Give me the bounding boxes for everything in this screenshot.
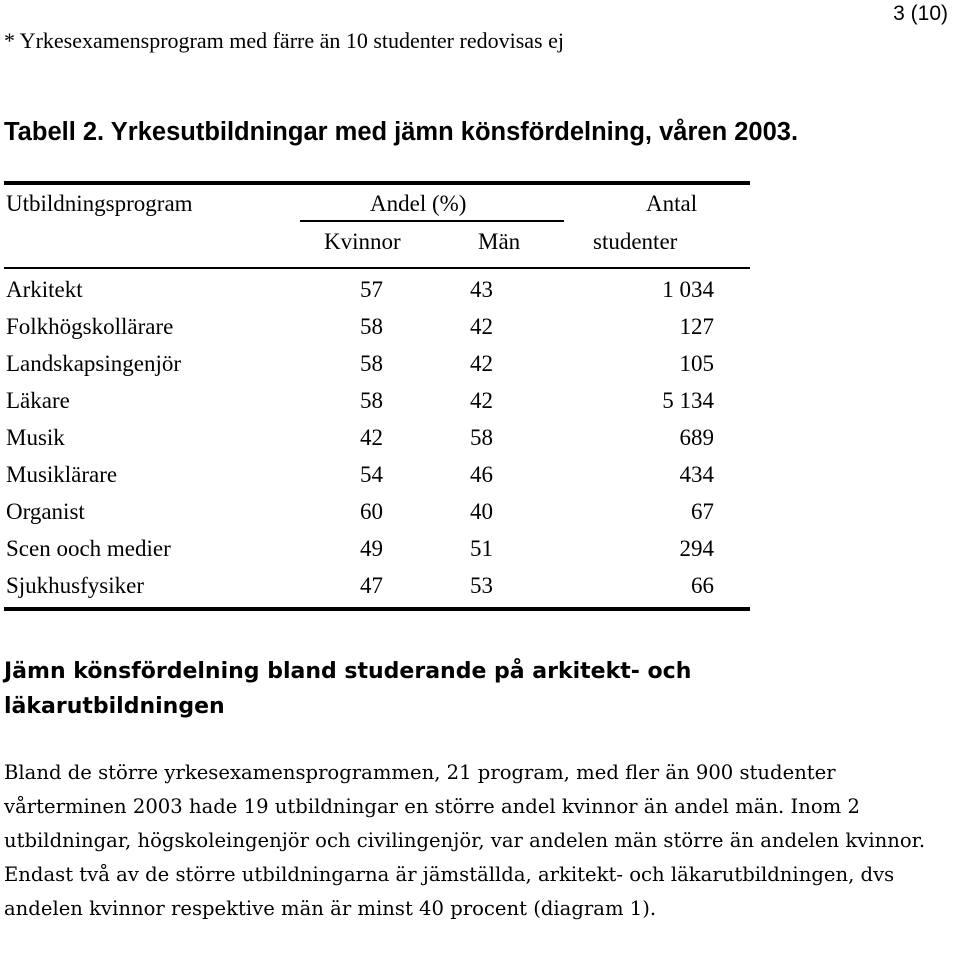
- header-studenter: studenter: [593, 229, 678, 254]
- cell-program: Läkare: [6, 388, 70, 413]
- cell-man: 42: [470, 314, 493, 339]
- cell-kvinnor: 58: [360, 314, 383, 339]
- header-kvinnor: Kvinnor: [324, 229, 401, 254]
- cell-program: Landskapsingenjör: [6, 351, 182, 376]
- cell-kvinnor: 42: [360, 425, 383, 450]
- header-program: Utbildningsprogram: [6, 191, 193, 216]
- cell-man: 42: [470, 388, 493, 413]
- cell-kvinnor: 58: [360, 388, 383, 413]
- data-table: [4, 181, 750, 611]
- cell-program: Musiklärare: [6, 462, 118, 487]
- cell-antal: 434: [679, 462, 714, 487]
- cell-program: Folkhögskollärare: [6, 314, 174, 339]
- cell-man: 53: [470, 573, 493, 598]
- cell-antal: 67: [691, 499, 714, 524]
- header-man: Män: [478, 229, 521, 254]
- cell-kvinnor: 60: [360, 499, 383, 524]
- table-row: [4, 458, 750, 495]
- table-row: [4, 421, 750, 458]
- table-body: [4, 269, 750, 607]
- table-row: [4, 273, 750, 310]
- cell-program: Scen ooch medier: [6, 536, 171, 561]
- cell-man: 40: [470, 499, 493, 524]
- cell-kvinnor: 54: [360, 462, 383, 487]
- cell-kvinnor: 49: [360, 536, 383, 561]
- cell-antal: 66: [691, 573, 714, 598]
- table-row: [4, 384, 750, 421]
- cell-program: Arkitekt: [6, 277, 83, 302]
- cell-program: Musik: [6, 425, 65, 450]
- cell-antal: 127: [679, 314, 714, 339]
- cell-man: 43: [470, 277, 493, 302]
- header-andel: Andel (%): [370, 191, 467, 216]
- cell-man: 51: [470, 536, 493, 561]
- header-antal: Antal: [646, 191, 698, 216]
- andel-underline: [300, 220, 564, 222]
- cell-man: 58: [470, 425, 493, 450]
- cell-kvinnor: 47: [360, 573, 383, 598]
- cell-antal: 294: [679, 536, 714, 561]
- cell-antal: 5 134: [662, 388, 714, 413]
- cell-antal: 689: [679, 425, 714, 450]
- cell-program: Sjukhusfysiker: [6, 573, 144, 598]
- table-row: [4, 495, 750, 532]
- table-row: [4, 310, 750, 347]
- cell-kvinnor: 58: [360, 351, 383, 376]
- cell-kvinnor: 57: [360, 277, 383, 302]
- section-heading: Jämn könsfördelning bland studerande på arkitekt- och läkarutbildningen: [4, 659, 692, 719]
- body-paragraph: Bland de större yrkesexamensprogrammen, 21 program, med fler än 900 studenter vårterminen 2003 hade 19 utbildningar en större andel kvinnor än andel män. Inom 2 utbildningar, högskoleingenjör och civilingenjör, var andelen män större än andelen kvinnor. Endast två av de större utbildningarna är jämställda, arkitekt- och läkarutbildningen, dvs andelen kvinnor respektive män är minst 40 procent (diagram 1).: [4, 761, 926, 920]
- table-header: [4, 185, 750, 267]
- table-bottom-rule: [4, 607, 750, 611]
- footnote: * Yrkesexamensprogram med färre än 10 studenter redovisas ej: [4, 28, 564, 53]
- cell-program: Organist: [6, 499, 85, 524]
- cell-man: 42: [470, 351, 493, 376]
- table-row: [4, 347, 750, 384]
- table-row: [4, 532, 750, 569]
- table-row: [4, 569, 750, 606]
- page-number: 3 (10): [893, 2, 948, 25]
- cell-antal: 1 034: [662, 277, 714, 302]
- table-title: Tabell 2. Yrkesutbildningar med jämn könsfördelning, våren 2003.: [4, 118, 799, 146]
- cell-man: 46: [470, 462, 493, 487]
- cell-antal: 105: [679, 351, 714, 376]
